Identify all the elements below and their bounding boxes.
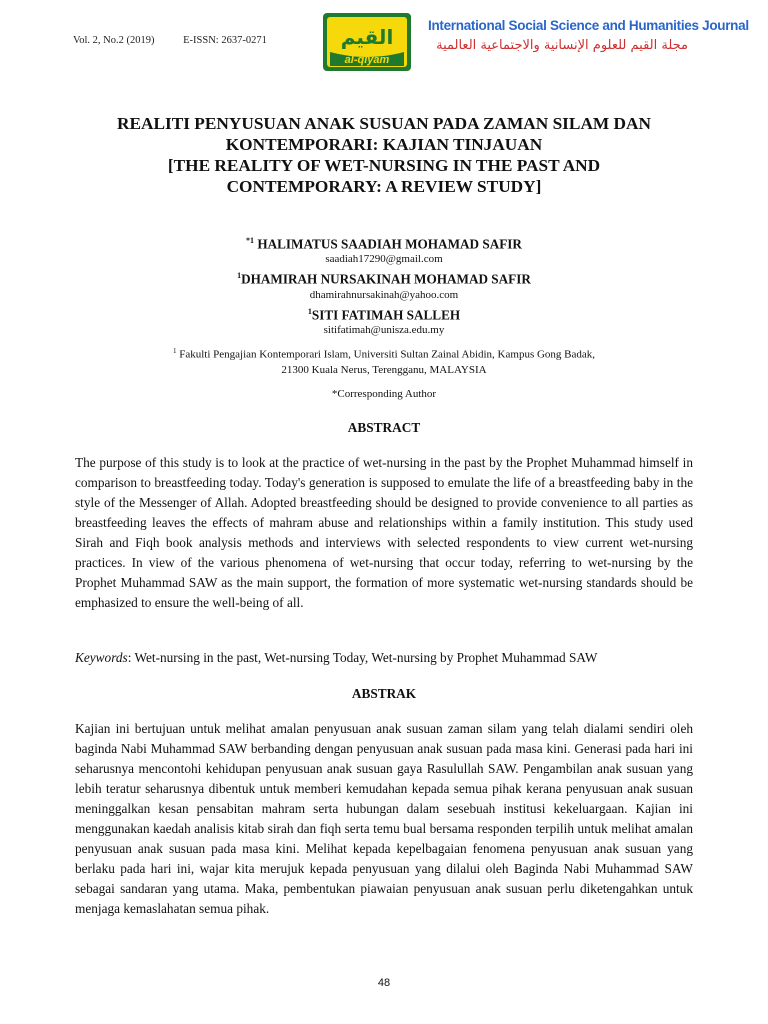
title-line: KONTEMPORARI: KAJIAN TINJAUAN <box>225 135 543 154</box>
title-line: [THE REALITY OF WET-NURSING IN THE PAST AND <box>167 156 601 175</box>
title-line: CONTEMPORARY: A REVIEW STUDY] <box>226 177 542 196</box>
author-name: $^1$SITI FATIMAH SALLEH <box>307 306 461 323</box>
author-email[interactable]: dhamirahnursakinah@yahoo.com <box>309 288 459 301</box>
title-line: REALITI PENYUSUAN ANAK SUSUAN PADA ZAMAN SILAM DAN <box>116 114 651 133</box>
paper-title <box>80 113 688 197</box>
keywords <box>75 648 693 668</box>
keywords-text: : Wet-nursing in the past, Wet-nursing Today, Wet-nursing by Prophet Muhammad SAW <box>127 650 598 665</box>
keywords-label: Keywords <box>75 650 128 665</box>
affiliation: $^1$ Fakulti Pengajian Kontemporari Islam, Universiti Sultan Zainal Abidin, Kampus Gong Badak, 21300 Kuala Nerus, Terengganu, MALAYSIA <box>172 347 596 376</box>
page-number: 48 <box>377 977 391 989</box>
logo-latin-text: al-qiyam <box>344 54 390 66</box>
author-name: $^1$DHAMIRAH NURSAKINAH MOHAMAD SAFIR <box>237 271 531 287</box>
journal-issue-info <box>73 35 293 46</box>
logo-arabic-text: القيم <box>340 25 394 49</box>
abstrak-heading: ABSTRAK <box>351 686 417 701</box>
corresponding-author-note: *Corresponding Author <box>331 388 437 400</box>
abstrak-text: Kajian ini bertujuan untuk melihat amalan penyusuan anak susuan zaman silam yang telah dialami sendiri oleh baginda Nabi Muhammad SAW berbanding dengan penyusuan anak susuan pada masa kini. Generasi pada hari ini seharusnya mencontohi kehidupan penyusuan anak susuan gaya Rasulullah SAW. Pengambilan anak susuan yang lebih teratur seharusnya dibentuk untuk memberi kemudahan kepada semua pihak kerana penyusuan anak susuan meninggalkan kesan pensabitan mahram serta hubungan dalam sesebuah institusi kekeluargaan. Kajian ini menggunakan kaedah analisis kitab sirah dan fiqh serta temu bual bersama responden terpilih untuk melihat amalan penyusuan anak susuan pada masa kini. Melihat kepada kepelbagaian fenomena penyusuan anak susuan yang berlaku pada hari ini, wajar kita merujuk kepada penyusuan yang dilalui oleh Baginda Nabi Muhammad SAW sebagai sandaran yang utama. Maka, pembentukan piawaian penyusuan anak susuan perlu diketengahkan untuk menjaga kemaslahatan semua pihak. <box>75 721 693 916</box>
journal-name: International Social Science and Humanities Journal <box>428 18 749 33</box>
al-qiyam-logo <box>322 12 412 72</box>
abstract-heading: ABSTRACT <box>347 420 421 435</box>
volume-label: Vol. 2, No.2 (2019) <box>73 35 155 46</box>
issn-label: E-ISSN: 2637-0271 <box>183 35 267 46</box>
author-name: $^{*1}$ HALIMATUS SAADIAH MOHAMAD SAFIR <box>246 236 522 252</box>
author-list <box>80 233 688 339</box>
author-email[interactable]: sitifatimah@unisza.edu.my <box>323 324 445 337</box>
abstract-text: The purpose of this study is to look at the practice of wet-nursing in the past by the Prophet Muhammad himself in comparison to breastfeeding today. Today's generation is supposed to emulate the life of a breastfeeding baby in the style of the Messenger of Allah. Adopted breastfeeding should be designed to provide convenience to all parties as breastfeeding leaves the effects of mahram abuse and relationships within a family institution. This study used Sirah and Fiqh book analysis methods and interviews with selected respondents to view current wet-nursing practices. In view of the various phenomena of wet-nursing that occur today, referring to wet-nursing by the Prophet Muhammad SAW as the main support, the formation of more systematic wet-nursing standards should be emphasized to ensure the well-being of all. <box>75 455 693 610</box>
journal-name-arabic: مجلة القيم للعلوم الإنسانية والاجتماعية العالمية <box>436 38 688 53</box>
author-email[interactable]: saadiah17290@gmail.com <box>325 253 443 266</box>
